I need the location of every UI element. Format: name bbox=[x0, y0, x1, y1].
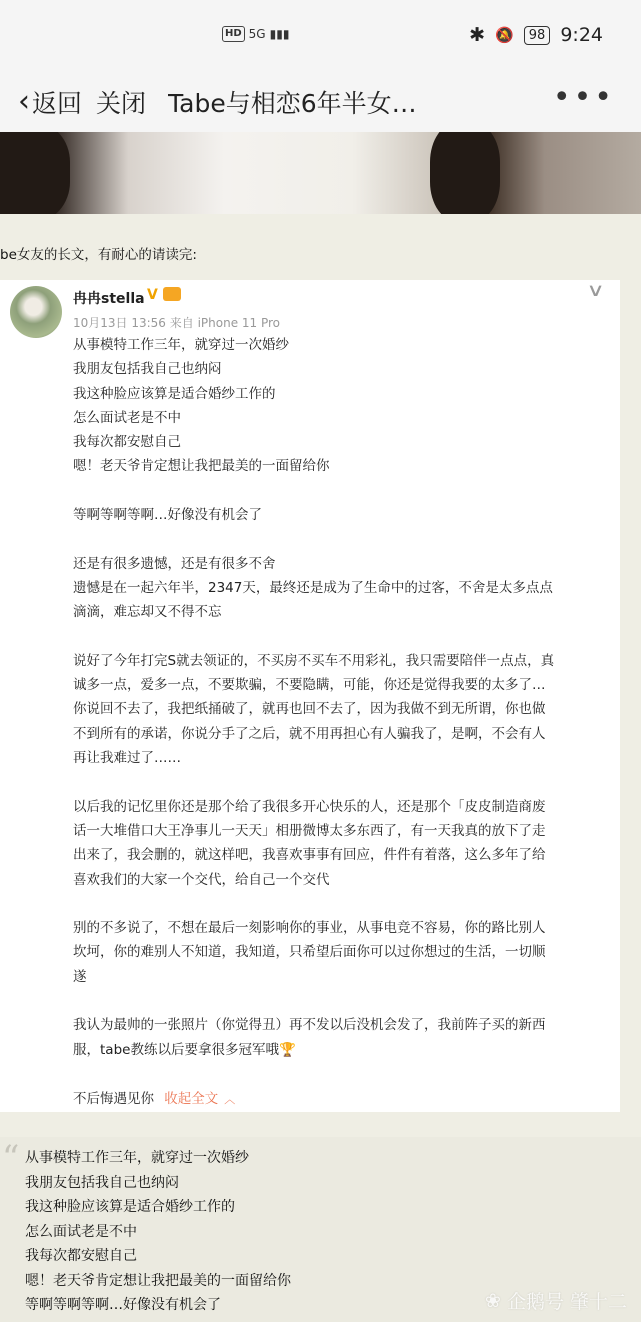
bluetooth-icon: ✱ bbox=[469, 24, 486, 46]
network-type: 5G bbox=[248, 27, 266, 41]
post-line: 遂 bbox=[73, 968, 87, 985]
post-last-line: 不后悔遇见你 bbox=[73, 1091, 154, 1107]
back-label: 返回 bbox=[32, 89, 83, 118]
paragraph-gap bbox=[73, 527, 608, 551]
chevron-down-icon[interactable]: ∨ bbox=[586, 280, 605, 301]
watermark-text: 企鹅号 肇十二 bbox=[506, 1291, 627, 1313]
quote-line: 嗯！老天爷肯定想让我把最美的一面留给你 bbox=[25, 1272, 291, 1289]
post-line: 等啊等啊等啊…好像没有机会了 bbox=[73, 507, 262, 524]
paragraph-gap bbox=[73, 770, 608, 794]
post-line: 不到所有的承诺，你说分手了之后，就不用再担心有人骗我了，是啊，不会有人 bbox=[73, 725, 546, 742]
article-photo bbox=[0, 132, 641, 214]
avatar[interactable] bbox=[10, 286, 62, 338]
member-badge-icon bbox=[163, 287, 181, 301]
quote-line: 怎么面试老是不中 bbox=[25, 1223, 137, 1240]
paragraph-gap bbox=[73, 625, 608, 649]
quote-line: 从事模特工作三年，就穿过一次婚纱 bbox=[25, 1150, 249, 1166]
paragraph-gap bbox=[73, 479, 608, 503]
post-line: 怎么面试老是不中 bbox=[73, 409, 181, 426]
hd-badge: HD bbox=[222, 26, 245, 42]
username[interactable]: 冉冉stella bbox=[73, 291, 145, 307]
battery-level: 98 bbox=[524, 26, 551, 45]
photo-detail bbox=[430, 132, 500, 214]
mute-icon: 🔕 bbox=[495, 26, 514, 44]
post-line: 嗯！老天爷肯定想让我把最美的一面留给你 bbox=[73, 458, 330, 475]
verified-icon: V bbox=[147, 287, 158, 303]
page-title: Tabe与相恋6年半女… bbox=[168, 89, 417, 118]
network-indicators bbox=[222, 26, 289, 42]
chevron-up-icon: ︿ bbox=[224, 1093, 236, 1106]
post-body bbox=[73, 333, 608, 1062]
post-meta: 10月13日 13:56 来自 iPhone 11 Pro bbox=[73, 316, 281, 330]
paragraph-gap bbox=[73, 892, 608, 916]
article-caption: be女友的长文，有耐心的请读完: bbox=[0, 247, 197, 263]
post-line: 服，tabe教练以后要拿很多冠军哦🏆 bbox=[73, 1041, 296, 1058]
post-line: 再让我难过了…… bbox=[73, 750, 181, 767]
chevron-left-icon: ‹ bbox=[18, 84, 30, 119]
post-line: 以后我的记忆里你还是那个给了我很多开心快乐的人，还是那个「皮皮制造商废 bbox=[73, 798, 546, 815]
status-right bbox=[469, 24, 603, 46]
watermark bbox=[485, 1287, 627, 1314]
quote-icon: “ bbox=[2, 1138, 20, 1178]
post-line: 你说回不去了，我把纸捅破了，就再也回不去了，因为我做不到无所谓，你也做 bbox=[73, 701, 546, 718]
status-bar bbox=[0, 0, 641, 72]
post-line: 喜欢我们的大家一个交代，给自己一个交代 bbox=[73, 871, 330, 888]
signal-icon: ▮▮▮ bbox=[269, 27, 290, 41]
post-line: 坎坷，你的难别人不知道，我知道，只希望后面你可以过你想过的生活，一切顺 bbox=[73, 944, 546, 961]
quote-text bbox=[25, 1146, 291, 1318]
collapse-label: 收起全文 bbox=[164, 1091, 219, 1107]
post-line: 我这种脸应该算是适合婚纱工作的 bbox=[73, 385, 276, 402]
post-line: 出来了，我会删的，就这样吧，我喜欢事事有回应，件件有着落，这么多年了给 bbox=[73, 847, 546, 864]
photo-detail bbox=[0, 132, 70, 214]
post-line: 话一大堆借口大王净事儿一天天」相册微博太多东西了，有一天我真的放下了走 bbox=[73, 822, 546, 839]
quote-line: 我这种脸应该算是适合婚纱工作的 bbox=[25, 1199, 235, 1215]
quote-line: 等啊等啊等啊…好像没有机会了 bbox=[25, 1297, 221, 1313]
quote-line: 我每次都安慰自己 bbox=[25, 1248, 137, 1264]
post-line: 还是有很多遗憾，还是有很多不舍 bbox=[73, 555, 276, 572]
post-line: 说好了今年打完S就去领证的，不买房不买车不用彩礼，我只需要陪伴一点点，真 bbox=[73, 652, 555, 669]
paragraph-gap bbox=[73, 989, 608, 1013]
back-button[interactable] bbox=[18, 84, 82, 120]
close-button[interactable]: 关闭 bbox=[96, 89, 147, 118]
post-line: 滴滴，难忘却又不得不忘 bbox=[73, 604, 222, 621]
penguin-icon: ❀ bbox=[485, 1289, 501, 1312]
post-line: 诚多一点，爱多一点，不要欺骗，不要隐瞒，可能，你还是觉得我要的太多了… bbox=[73, 677, 546, 694]
clock: 9:24 bbox=[560, 24, 603, 46]
more-options-icon[interactable]: ••• bbox=[552, 80, 615, 115]
post-line: 遗憾是在一起六年半，2347天，最终还是成为了生命中的过客，不舍是太多点点 bbox=[73, 579, 553, 596]
post-line: 从事模特工作三年，就穿过一次婚纱 bbox=[73, 337, 289, 353]
weibo-post-card bbox=[0, 280, 620, 1112]
post-line: 别的不多说了，不想在最后一刻影响你的事业，从事电竞不容易，你的路比别人 bbox=[73, 920, 546, 937]
title-bar bbox=[0, 72, 641, 132]
post-line: 我每次都安慰自己 bbox=[73, 434, 181, 451]
collapse-link[interactable] bbox=[164, 1091, 235, 1107]
quote-line: 我朋友包括我自己也纳闷 bbox=[25, 1174, 179, 1191]
post-footer bbox=[73, 1087, 235, 1107]
post-line: 我朋友包括我自己也纳闷 bbox=[73, 361, 222, 378]
post-line: 我认为最帅的一张照片（你觉得丑）再不发以后没机会发了，我前阵子买的新西 bbox=[73, 1017, 546, 1034]
